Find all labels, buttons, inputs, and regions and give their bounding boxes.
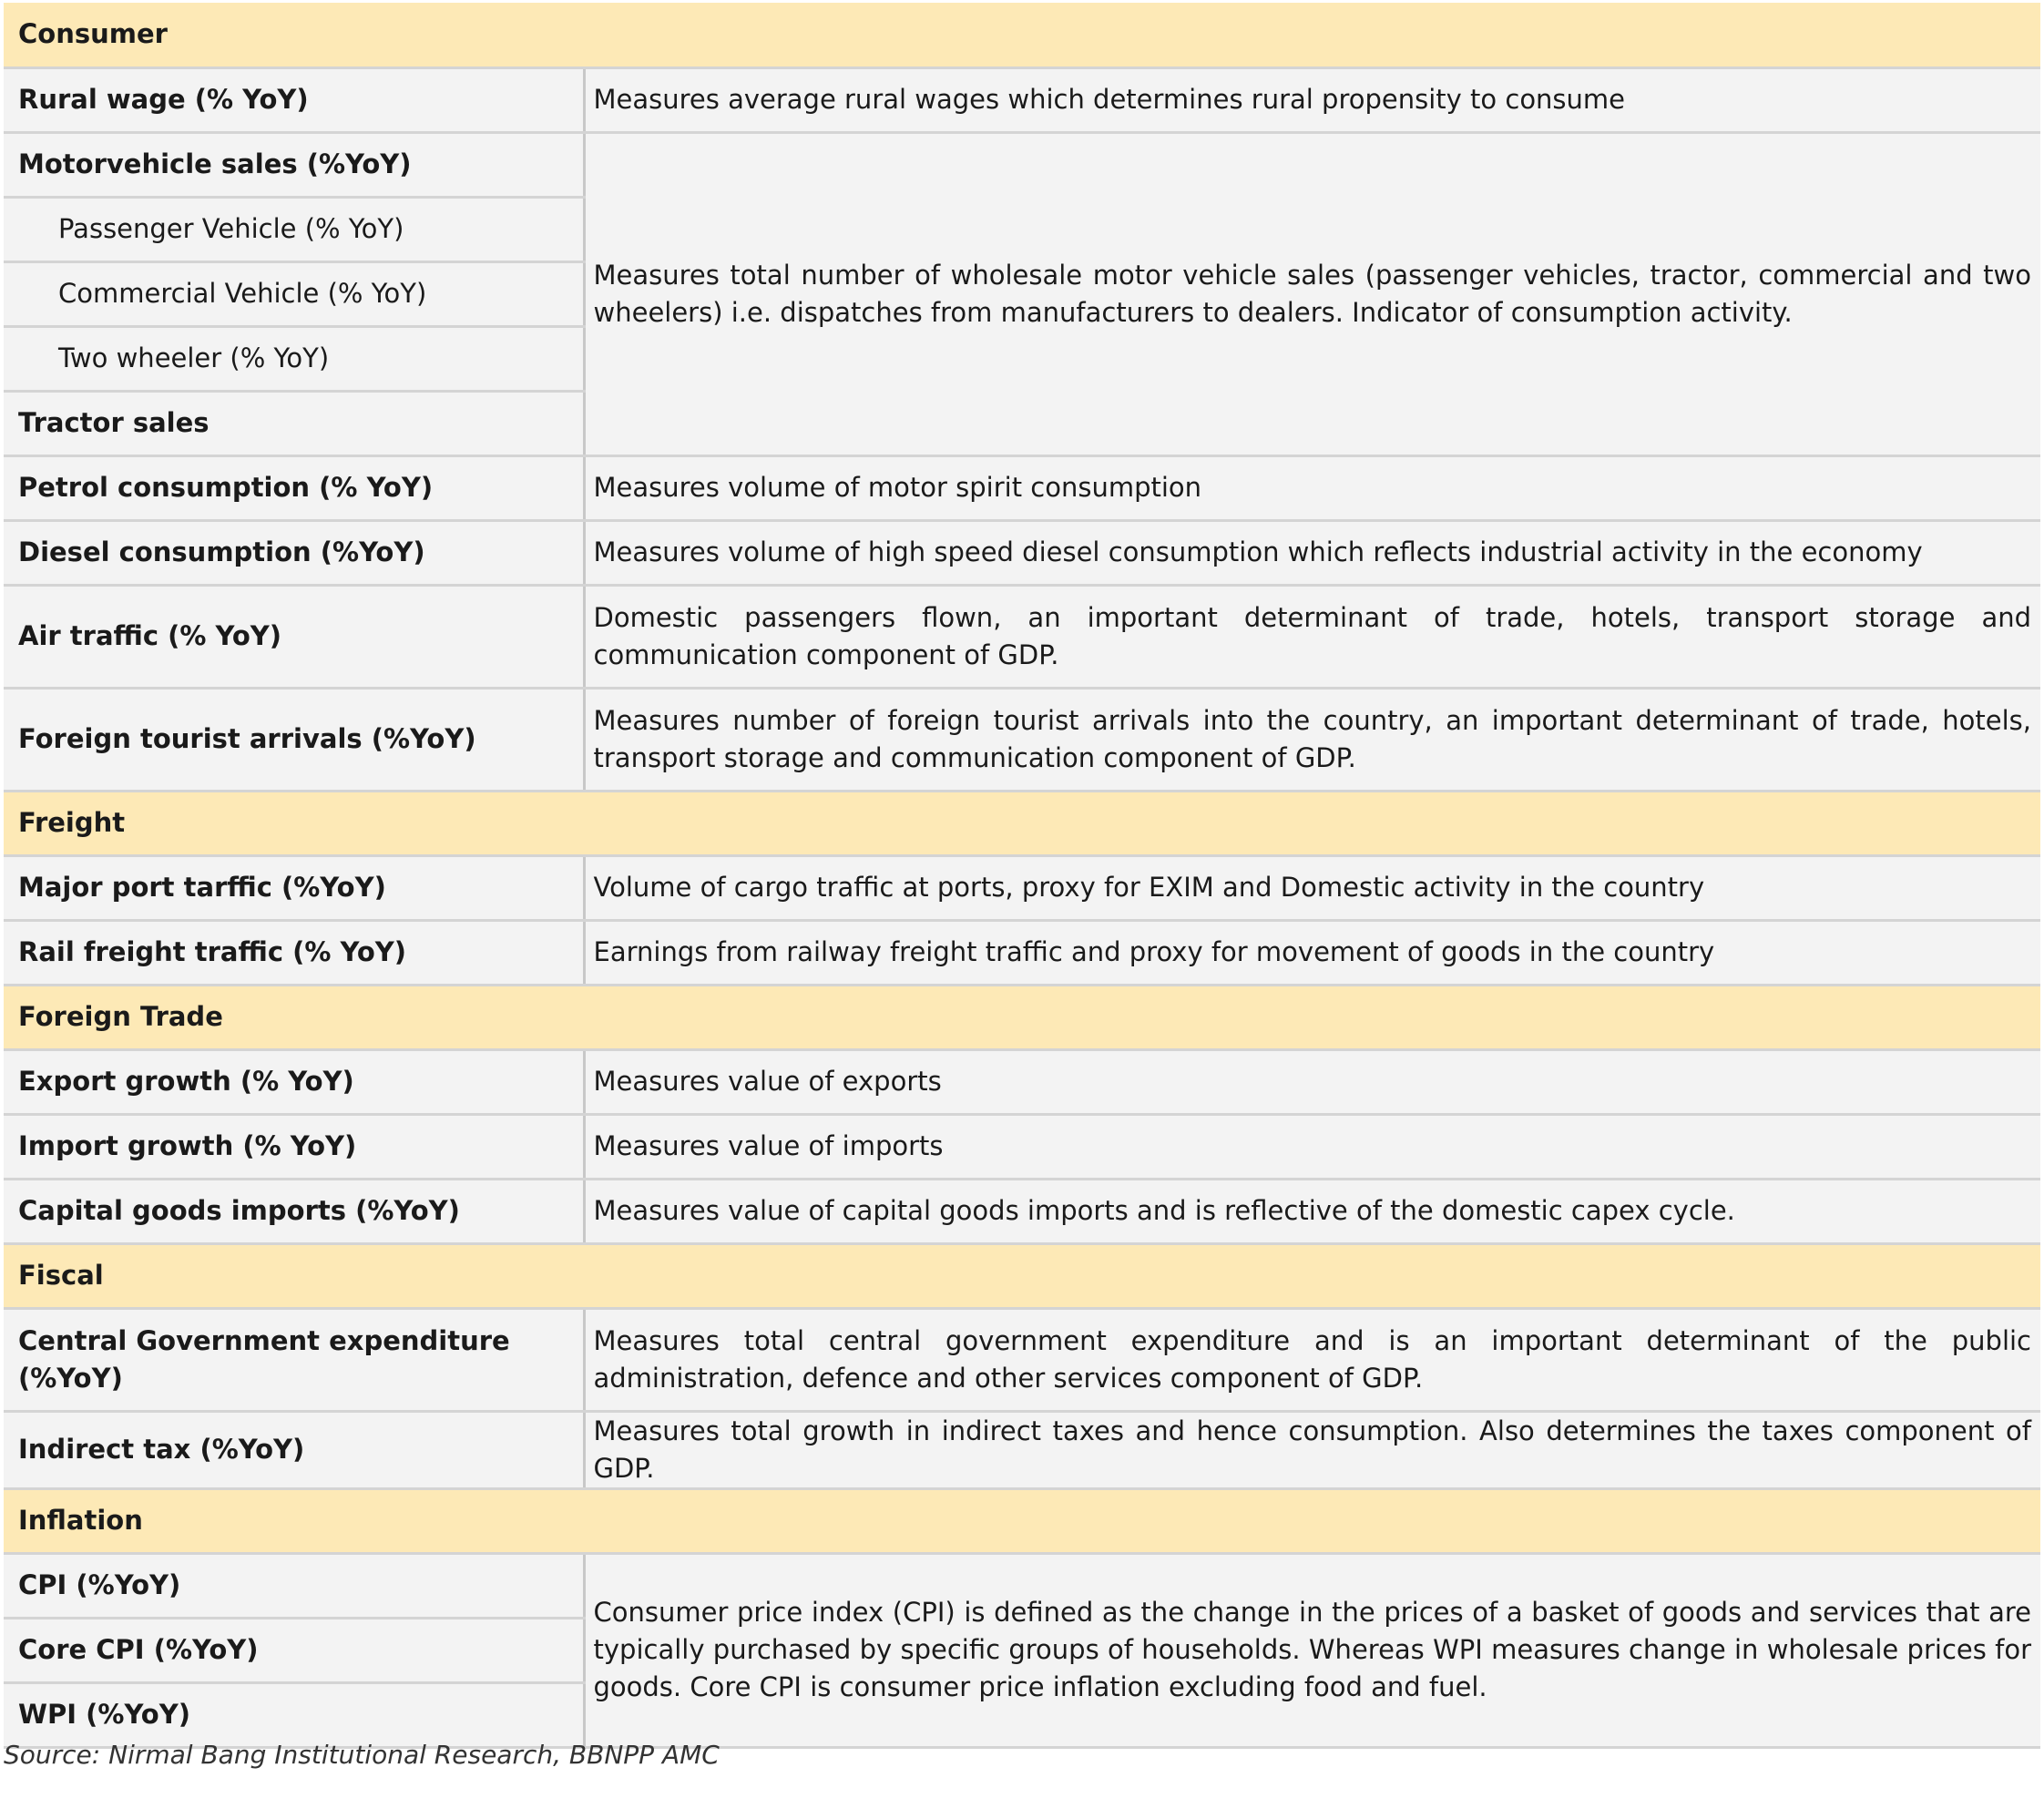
indicator-label: CPI (%YoY) xyxy=(4,1553,584,1618)
indicator-description: Measures number of foreign tourist arrivals into the country, an important determinant of trade, hotels, transport storage and communication component of GDP. xyxy=(584,688,2040,791)
table-row xyxy=(4,455,2040,520)
indicator-label: Two wheeler (% YoY) xyxy=(4,326,584,391)
indicator-label: Core CPI (%YoY) xyxy=(4,1618,584,1682)
source-note: Source: Nirmal Bang Institutional Research, BBNPP AMC xyxy=(4,1740,720,1770)
section-header-consumer xyxy=(4,3,2040,67)
table-row xyxy=(4,688,2040,791)
indicator-label: Rail freight traffic (% YoY) xyxy=(4,920,584,985)
indicator-description: Measures average rural wages which determines rural propensity to consume xyxy=(584,67,2040,132)
table-row xyxy=(4,1179,2040,1243)
table-row xyxy=(4,1553,2040,1618)
table-row xyxy=(4,920,2040,985)
indicator-description: Measures total number of wholesale motor vehicle sales (passenger vehicles, tractor, commercial and two wheelers) i.e. dispatches from manufacturers to dealers. Indicator of consumption activity. xyxy=(584,132,2040,455)
indicator-description: Measures value of imports xyxy=(584,1114,2040,1179)
indicator-description: Volume of cargo traffic at ports, proxy for EXIM and Domestic activity in the country xyxy=(584,855,2040,920)
indicator-label: Rural wage (% YoY) xyxy=(4,67,584,132)
section-title: Consumer xyxy=(4,3,2040,67)
indicator-table-container xyxy=(4,3,2040,1749)
indicator-table xyxy=(4,3,2040,1749)
indicator-label: Import growth (% YoY) xyxy=(4,1114,584,1179)
indicator-description: Earnings from railway freight traffic and proxy for movement of goods in the country xyxy=(584,920,2040,985)
indicator-label: Tractor sales xyxy=(4,391,584,455)
table-row xyxy=(4,67,2040,132)
table-row xyxy=(4,1411,2040,1488)
table-row xyxy=(4,1114,2040,1179)
indicator-description: Domestic passengers flown, an important determinant of trade, hotels, transport storage and communication component of GDP. xyxy=(584,585,2040,688)
section-title: Inflation xyxy=(4,1488,2040,1553)
indicator-description: Measures volume of motor spirit consumption xyxy=(584,455,2040,520)
indicator-label: Major port tarffic (%YoY) xyxy=(4,855,584,920)
indicator-description: Measures total growth in indirect taxes and hence consumption. Also determines the taxes component of GDP. xyxy=(584,1411,2040,1488)
indicator-label: Foreign tourist arrivals (%YoY) xyxy=(4,688,584,791)
section-header-foreign-trade xyxy=(4,985,2040,1049)
section-header-freight xyxy=(4,791,2040,855)
table-row xyxy=(4,1308,2040,1411)
indicator-label: Export growth (% YoY) xyxy=(4,1049,584,1114)
section-title: Fiscal xyxy=(4,1243,2040,1308)
indicator-label: WPI (%YoY) xyxy=(4,1682,584,1747)
indicator-label: Capital goods imports (%YoY) xyxy=(4,1179,584,1243)
section-header-fiscal xyxy=(4,1243,2040,1308)
table-row xyxy=(4,132,2040,197)
indicator-label: Commercial Vehicle (% YoY) xyxy=(4,261,584,326)
table-row xyxy=(4,855,2040,920)
indicator-description: Measures total central government expenditure and is an important determinant of the public administration, defence and other services component of GDP. xyxy=(584,1308,2040,1411)
indicator-label: Petrol consumption (% YoY) xyxy=(4,455,584,520)
table-row xyxy=(4,520,2040,585)
indicator-label: Central Government expenditure (%YoY) xyxy=(4,1308,584,1411)
indicator-label: Indirect tax (%YoY) xyxy=(4,1411,584,1488)
indicator-label: Diesel consumption (%YoY) xyxy=(4,520,584,585)
indicator-label: Air traffic (% YoY) xyxy=(4,585,584,688)
indicator-label: Passenger Vehicle (% YoY) xyxy=(4,197,584,261)
section-title: Foreign Trade xyxy=(4,985,2040,1049)
section-header-inflation xyxy=(4,1488,2040,1553)
indicator-description: Measures value of exports xyxy=(584,1049,2040,1114)
indicator-description: Measures volume of high speed diesel consumption which reflects industrial activity in the economy xyxy=(584,520,2040,585)
table-row xyxy=(4,585,2040,688)
indicator-description: Consumer price index (CPI) is defined as the change in the prices of a basket of goods and services that are typically purchased by specific groups of households. Whereas WPI measures change in wholesale prices for goods. Core CPI is consumer price inflation excluding food and fuel. xyxy=(584,1553,2040,1747)
indicator-label: Motorvehicle sales (%YoY) xyxy=(4,132,584,197)
indicator-description: Measures value of capital goods imports and is reflective of the domestic capex cycle. xyxy=(584,1179,2040,1243)
section-title: Freight xyxy=(4,791,2040,855)
table-row xyxy=(4,1049,2040,1114)
